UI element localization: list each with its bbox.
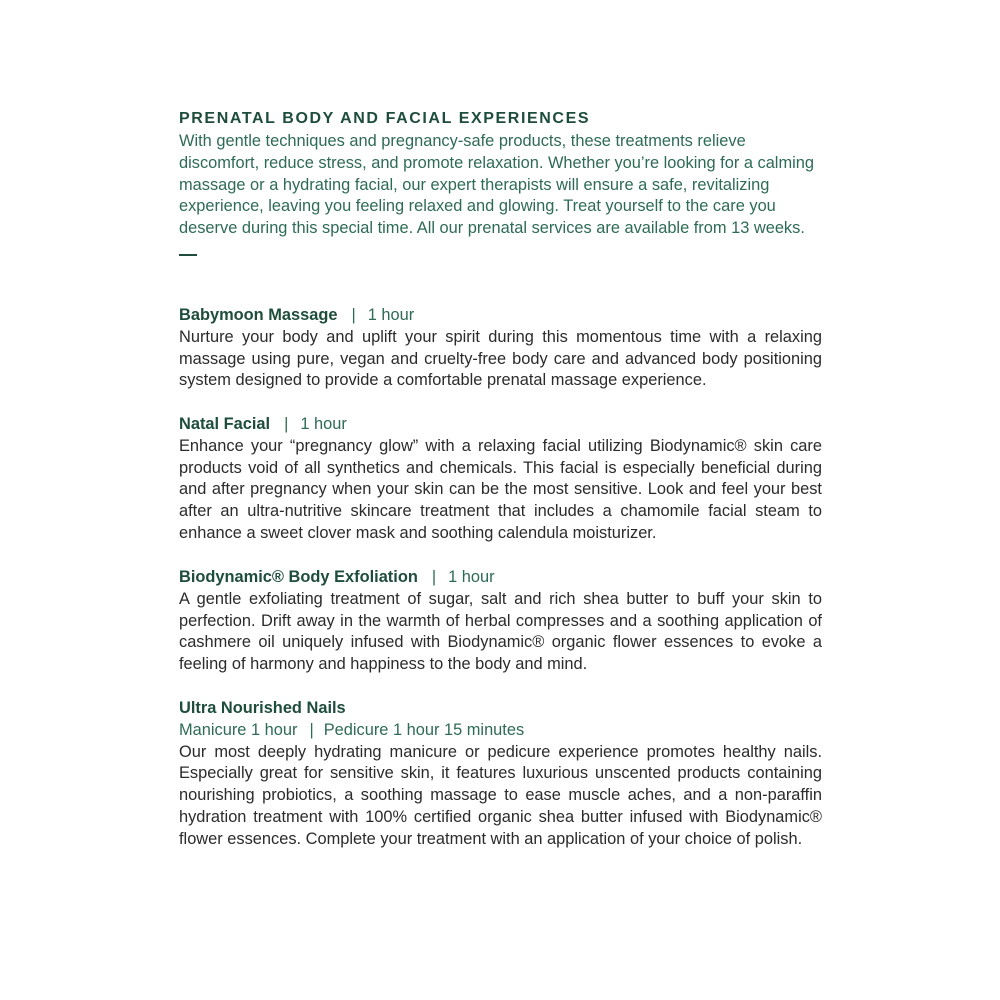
separator: | xyxy=(284,415,289,433)
treatment-name: Ultra Nourished Nails xyxy=(179,699,346,717)
separator: | xyxy=(309,720,314,739)
treatment-header xyxy=(179,698,822,720)
treatment-ultra-nourished-nails xyxy=(179,698,822,851)
treatment-description: A gentle exfoliating treatment of sugar, salt and rich shea butter to buff your skin to perfection. Drift away in the warmth of herbal compresses and a soothing application of cashmere oil uniquely infused with Biodynamic® organic flower essences to evoke a feeling of harmony and happiness to the body and mind. xyxy=(179,589,822,674)
treatment-durations xyxy=(179,720,822,742)
treatment-name: Natal Facial xyxy=(179,415,271,433)
separator: | xyxy=(351,306,356,324)
treatment-description: Our most deeply hydrating manicure or pedicure experience promotes healthy nails. Especially great for sensitive skin, it features luxurious unscented products containing nourishing probiotics, a soothing massage to ease muscle aches, and a non-paraffin hydration treatment with 100% certified organic shea butter infused with Biodynamic® flower essences. Complete your treatment with an application of your choice of polish. xyxy=(179,742,822,848)
treatment-description: Nurture your body and uplift your spirit during this momentous time with a relaxing massage using pure, vegan and cruelty-free body care and advanced body positioning system designed to provide a comfortable prenatal massage experience. xyxy=(179,327,822,390)
treatment-header xyxy=(179,305,822,327)
treatment-description: Enhance your “pregnancy glow” with a relaxing facial utilizing Biodynamic® skin care products void of all synthetics and chemicals. This facial is especially beneficial during and after pregnancy when your skin can be the most sensitive. Look and feel your best after an ultra-nutritive skincare treatment that includes a chamomile facial steam to enhance a sweet clover mask and soothing calendula moisturizer. xyxy=(179,436,822,542)
manicure-duration: Manicure 1 hour xyxy=(179,720,298,739)
treatment-name: Babymoon Massage xyxy=(179,306,338,324)
section-intro: With gentle techniques and pregnancy-safe products, these treatments relieve discomfort, reduce stress, and promote relaxation. Whether you’re looking for a calming massage or a hydrating facial, our expert therapists will ensure a safe, revitalizing experience, leaving you feeling relaxed and glowing. Treat yourself to the care you deserve during this special time. All our prenatal services are available from 13 weeks. xyxy=(179,132,814,238)
section-divider xyxy=(179,254,197,256)
treatment-name: Biodynamic® Body Exfoliation xyxy=(179,568,418,586)
treatment-header xyxy=(179,567,822,589)
treatment-babymoon-massage xyxy=(179,305,822,392)
treatment-duration: 1 hour xyxy=(448,568,495,586)
separator: | xyxy=(431,568,437,586)
section-title: PRENATAL BODY AND FACIAL EXPERIENCES xyxy=(179,110,591,127)
pedicure-duration: Pedicure 1 hour 15 minutes xyxy=(323,720,525,739)
treatment-body-exfoliation xyxy=(179,567,822,676)
treatment-natal-facial xyxy=(179,414,822,545)
treatment-header xyxy=(179,414,822,436)
treatment-duration: 1 hour xyxy=(367,306,415,324)
treatment-duration: 1 hour xyxy=(300,415,347,433)
prenatal-services-page xyxy=(179,109,822,848)
